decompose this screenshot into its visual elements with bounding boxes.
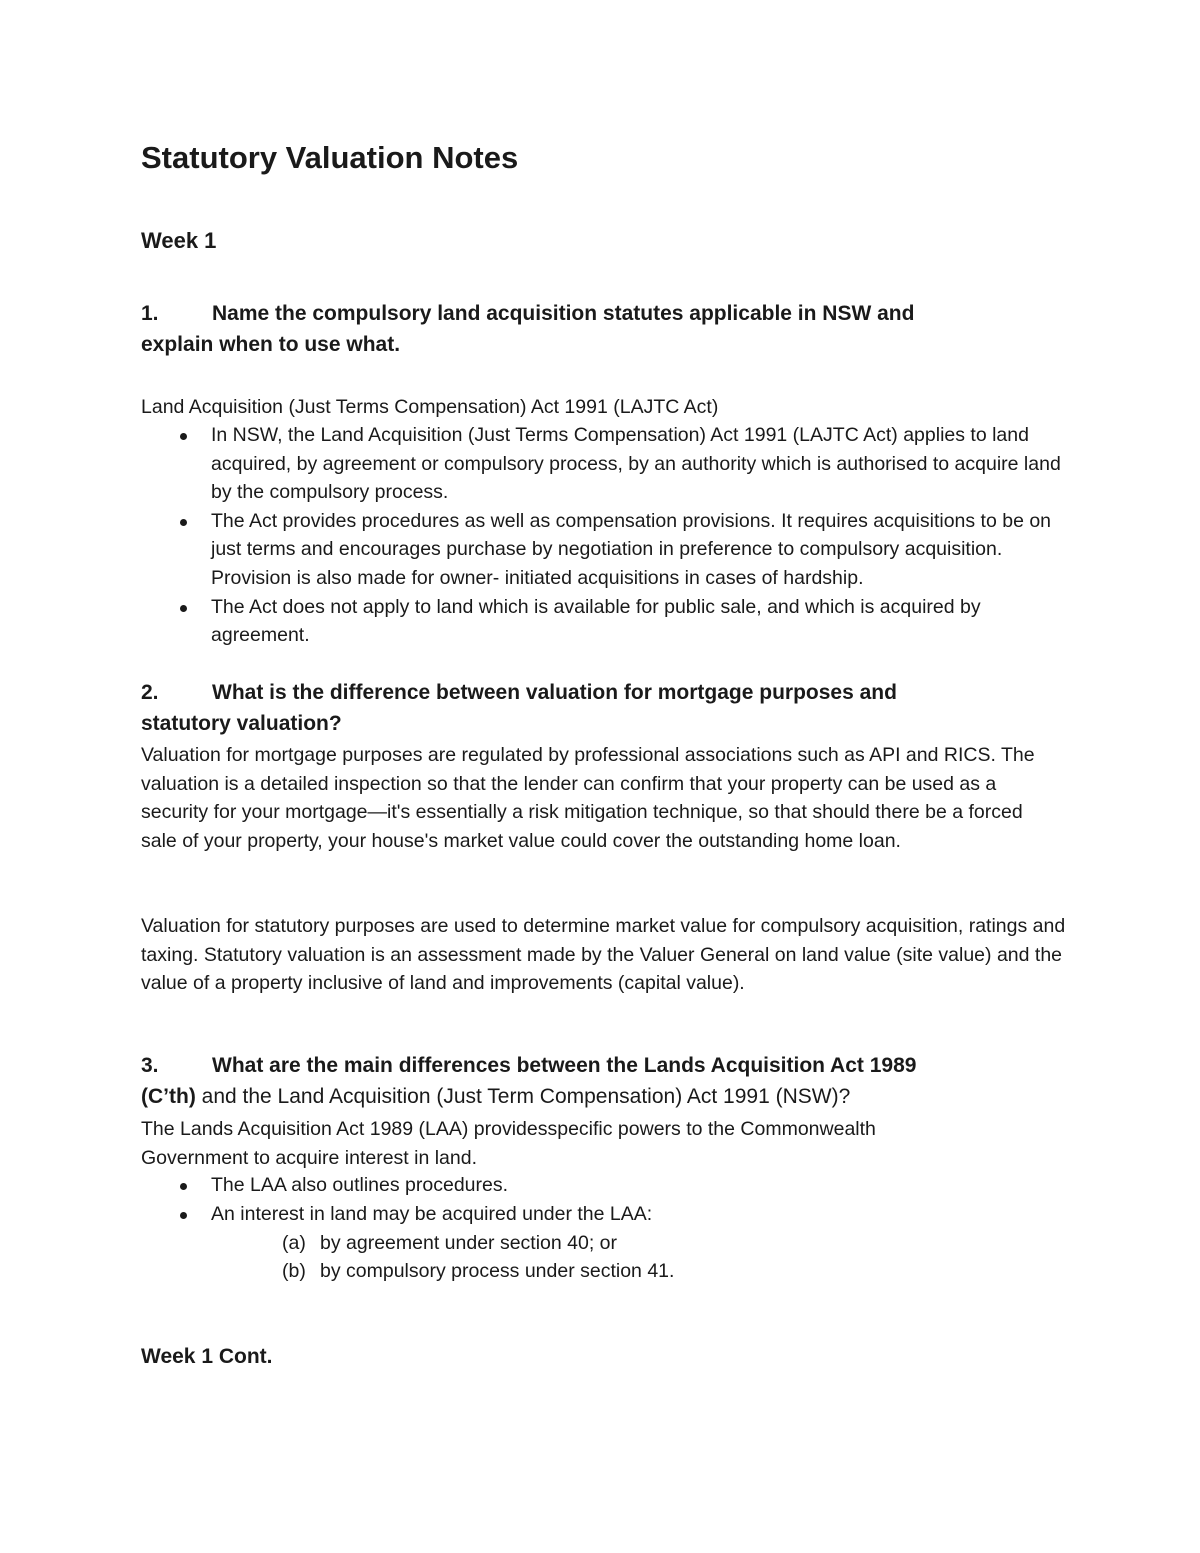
list-item xyxy=(141,507,1071,593)
week1-cont-heading: Week 1 Cont. xyxy=(141,1345,273,1368)
week1-heading: Week 1 xyxy=(141,228,217,253)
q2-heading-line2: statutory valuation? xyxy=(141,712,342,735)
q2-paragraph-2: Valuation for statutory purposes are used to determine market value for compulsory acquisition, ratings and taxing. Statutory valuation is an assessment made by the Valuer General on land value (site value) and the value of a property inclusive of land and improvements (capital value). xyxy=(141,915,1066,995)
document-title: Statutory Valuation Notes xyxy=(141,140,519,175)
q3-paragraph-1: The Lands Acquisition Act 1989 (LAA) providesspecific powers to the Commonwealth Government to acquire interest in land. xyxy=(141,1118,876,1169)
list-item-text: The Act does not apply to land which is available for public sale, and which is acquired by agreement. xyxy=(211,595,981,647)
list-item xyxy=(141,421,1071,507)
q1-heading-line1 xyxy=(141,302,914,326)
q1-text-line1: Name the compulsory land acquisition statutes applicable in NSW and xyxy=(212,302,915,325)
list-item xyxy=(141,1171,1071,1200)
q3-number: 3. xyxy=(141,1054,159,1077)
list-item xyxy=(141,593,1071,650)
q1-intro: Land Acquisition (Just Terms Compensation) Act 1991 (LAJTC Act) xyxy=(141,396,719,418)
q3-text-line1: What are the main differences between the Lands Acquisition Act 1989 xyxy=(212,1054,917,1077)
q3-text-line2-bold: (C’th) xyxy=(141,1085,196,1108)
bullet-icon xyxy=(180,605,187,612)
q2-paragraph-1: Valuation for mortgage purposes are regulated by professional associations such as API and RICS. The valuation is a detailed inspection so that the lender can confirm that your property can be used as a security for your mortgage—it's essentially a risk mitigation technique, so that should there be a forced sale of your property, your house's market value could cover the outstanding home loan. xyxy=(141,744,1035,852)
q2-heading-line1 xyxy=(141,681,897,705)
q2-number: 2. xyxy=(141,681,159,704)
bullet-icon xyxy=(180,433,187,440)
q2-text-line1: What is the difference between valuation for mortgage purposes and xyxy=(212,681,897,704)
bullet-icon xyxy=(180,519,187,526)
q1-number: 1. xyxy=(141,302,159,325)
q3-subitem-a xyxy=(282,1232,617,1255)
bullet-icon xyxy=(180,1212,187,1219)
list-item-text: In NSW, the Land Acquisition (Just Terms Compensation) Act 1991 (LAJTC Act) applies to land acquired, by agreement or compulsory process, by an authority which is authorised to acquire land by the compulsory process. xyxy=(211,424,1061,504)
subitem-text: by agreement under section 40; or xyxy=(320,1232,618,1254)
bullet-icon xyxy=(180,1183,187,1190)
subitem-text: by compulsory process under section 41. xyxy=(320,1260,675,1282)
q3-heading-line1 xyxy=(141,1054,916,1078)
q3-subitem-b xyxy=(282,1260,674,1283)
list-item xyxy=(141,1200,1071,1229)
q3-heading-line2 xyxy=(141,1085,850,1109)
q3-text-line2-rest: and the Land Acquisition (Just Term Compensation) Act 1991 (NSW)? xyxy=(195,1085,851,1108)
q1-bullet-list xyxy=(141,421,1071,650)
q1-heading-line2: explain when to use what. xyxy=(141,333,401,356)
subitem-marker: (a) xyxy=(282,1232,306,1254)
subitem-marker: (b) xyxy=(282,1260,306,1282)
list-item-text: The LAA also outlines procedures. xyxy=(211,1174,509,1196)
list-item-text: The Act provides procedures as well as compensation provisions. It requires acquisitions to be on just terms and encourages purchase by negotiation in preference to compulsory acquisition. Provision is also made for owner- initiated acquisitions in cases of hardship. xyxy=(211,509,1052,589)
q3-bullet-list xyxy=(141,1171,1071,1228)
list-item-text: An interest in land may be acquired under the LAA: xyxy=(211,1202,653,1225)
